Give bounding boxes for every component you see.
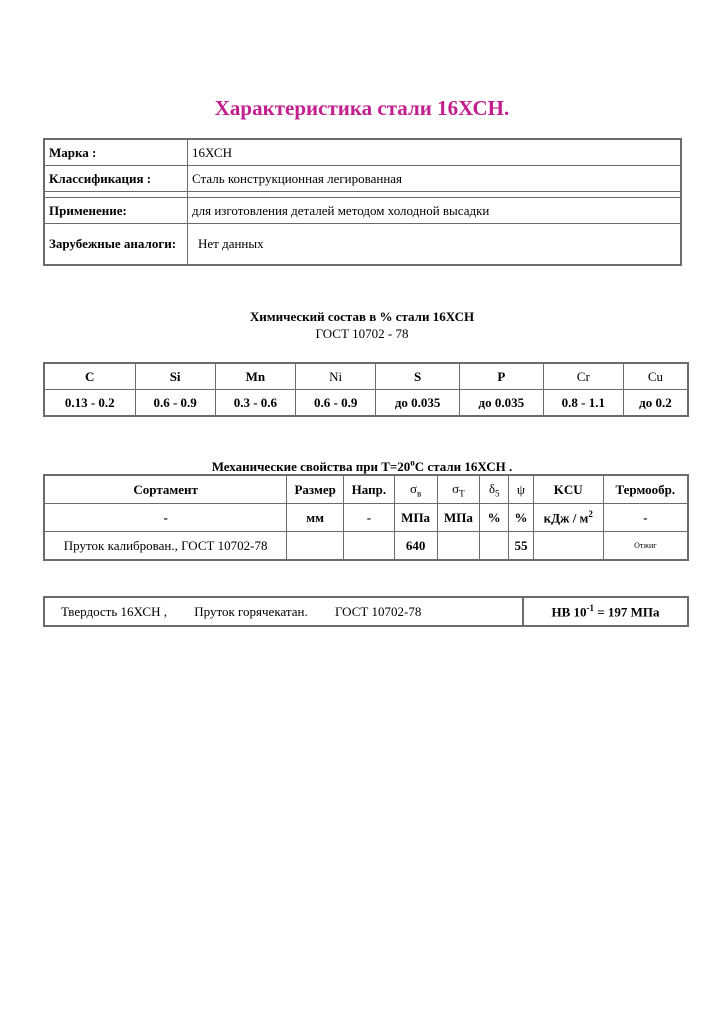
hardness-value-prefix: HB 10 <box>551 604 587 620</box>
element-value: 0.3 - 0.6 <box>215 390 295 417</box>
sigma-t-subscript: T <box>459 488 465 499</box>
mechanics-section-title <box>0 455 724 475</box>
element-header: S <box>376 363 460 390</box>
unit-delta: % <box>480 504 509 532</box>
sigma-b-subscript: в <box>417 488 422 499</box>
unit-assortment: - <box>44 504 287 532</box>
row-kcu <box>533 532 603 561</box>
mechanics-header-row <box>44 475 688 504</box>
chemistry-title: Химический состав в % стали 16ХСН <box>249 309 475 324</box>
chemistry-header-row <box>44 363 688 390</box>
unit-psi: % <box>509 504 534 532</box>
steel-info-table <box>43 138 682 266</box>
row-assortment: Пруток калиброван., ГОСТ 10702-78 <box>44 532 287 561</box>
kcu-unit-text: кДж / м <box>543 510 589 526</box>
unit-size: мм <box>287 504 344 532</box>
chemistry-section-title <box>0 308 724 342</box>
analogs-value: Нет данных <box>188 224 682 266</box>
header-delta <box>480 475 509 504</box>
element-header: Ni <box>296 363 376 390</box>
element-value: 0.6 - 0.9 <box>296 390 376 417</box>
sigma-symbol: σ <box>409 480 417 496</box>
header-direction: Напр. <box>344 475 395 504</box>
element-value: до 0.035 <box>376 390 460 417</box>
header-heat-treatment: Термообр. <box>603 475 688 504</box>
grade-value: 16ХСН <box>188 139 682 166</box>
unit-heat-treatment: - <box>603 504 688 532</box>
sigma-symbol: σ <box>452 480 460 496</box>
chemistry-table <box>43 362 689 417</box>
chemistry-value-row <box>44 390 688 417</box>
usage-value: для изготовления деталей методом холодной высадки <box>188 198 682 224</box>
delta-symbol: δ <box>488 480 495 496</box>
unit-sigma-b: МПа <box>394 504 437 532</box>
info-row-class <box>44 166 681 192</box>
analogs-label: Зарубежные аналоги: <box>44 224 188 266</box>
class-value: Сталь конструкционная легированная <box>188 166 682 192</box>
mechanics-title-suffix: С стали 16ХСН . <box>414 459 513 475</box>
hardness-row <box>44 597 688 626</box>
info-row-usage <box>44 198 681 224</box>
mechanics-units-row <box>44 504 688 532</box>
hardness-product: Пруток горячекатан. <box>194 603 308 619</box>
page-title: Характеристика стали 16ХСН. <box>214 96 510 120</box>
element-value: 0.6 - 0.9 <box>135 390 215 417</box>
usage-label: Применение: <box>44 198 188 224</box>
mechanics-data-row <box>44 532 688 561</box>
row-delta <box>480 532 509 561</box>
row-sigma-t <box>437 532 480 561</box>
delta-subscript: 5 <box>494 488 500 499</box>
element-header: Cu <box>623 363 688 390</box>
row-heat-treatment: Отжиг <box>603 532 688 561</box>
header-kcu: KCU <box>533 475 603 504</box>
header-sigma-t <box>437 475 480 504</box>
row-sigma-b: 640 <box>394 532 437 561</box>
unit-direction: - <box>344 504 395 532</box>
mechanics-title-prefix: Механические свойства при Т=20 <box>211 459 411 475</box>
element-value: 0.13 - 0.2 <box>44 390 135 417</box>
hardness-value-exponent: -1 <box>586 602 594 613</box>
element-header: Cr <box>543 363 623 390</box>
row-direction <box>344 532 395 561</box>
element-header: Si <box>135 363 215 390</box>
grade-label: Марка : <box>44 139 188 166</box>
hardness-value-suffix: = 197 МПа <box>597 604 660 620</box>
header-size: Размер <box>287 475 344 504</box>
element-header: Mn <box>215 363 295 390</box>
row-size <box>287 532 344 561</box>
element-value: до 0.035 <box>459 390 543 417</box>
class-label: Классификация : <box>44 166 188 192</box>
element-value: до 0.2 <box>623 390 688 417</box>
header-assortment: Сортамент <box>44 475 287 504</box>
header-sigma-b <box>394 475 437 504</box>
element-header: P <box>459 363 543 390</box>
hardness-box <box>43 596 689 627</box>
mechanics-title <box>212 459 513 474</box>
kcu-unit-exponent: 2 <box>588 508 593 519</box>
chemistry-standard: ГОСТ 10702 - 78 <box>315 326 409 341</box>
hardness-label: Твердость 16ХСН , <box>61 603 167 619</box>
mechanics-title-degree: o <box>410 458 415 468</box>
unit-sigma-t: МПа <box>437 504 480 532</box>
row-psi: 55 <box>509 532 534 561</box>
hardness-standard: ГОСТ 10702-78 <box>334 603 422 619</box>
element-header: C <box>44 363 135 390</box>
unit-kcu <box>533 504 603 532</box>
info-row-grade <box>44 139 681 166</box>
header-psi: ψ <box>509 475 534 504</box>
mechanics-table <box>43 474 689 561</box>
hardness-description <box>44 597 523 626</box>
element-value: 0.8 - 1.1 <box>543 390 623 417</box>
hardness-value <box>523 597 688 626</box>
info-row-analogs <box>44 224 681 266</box>
